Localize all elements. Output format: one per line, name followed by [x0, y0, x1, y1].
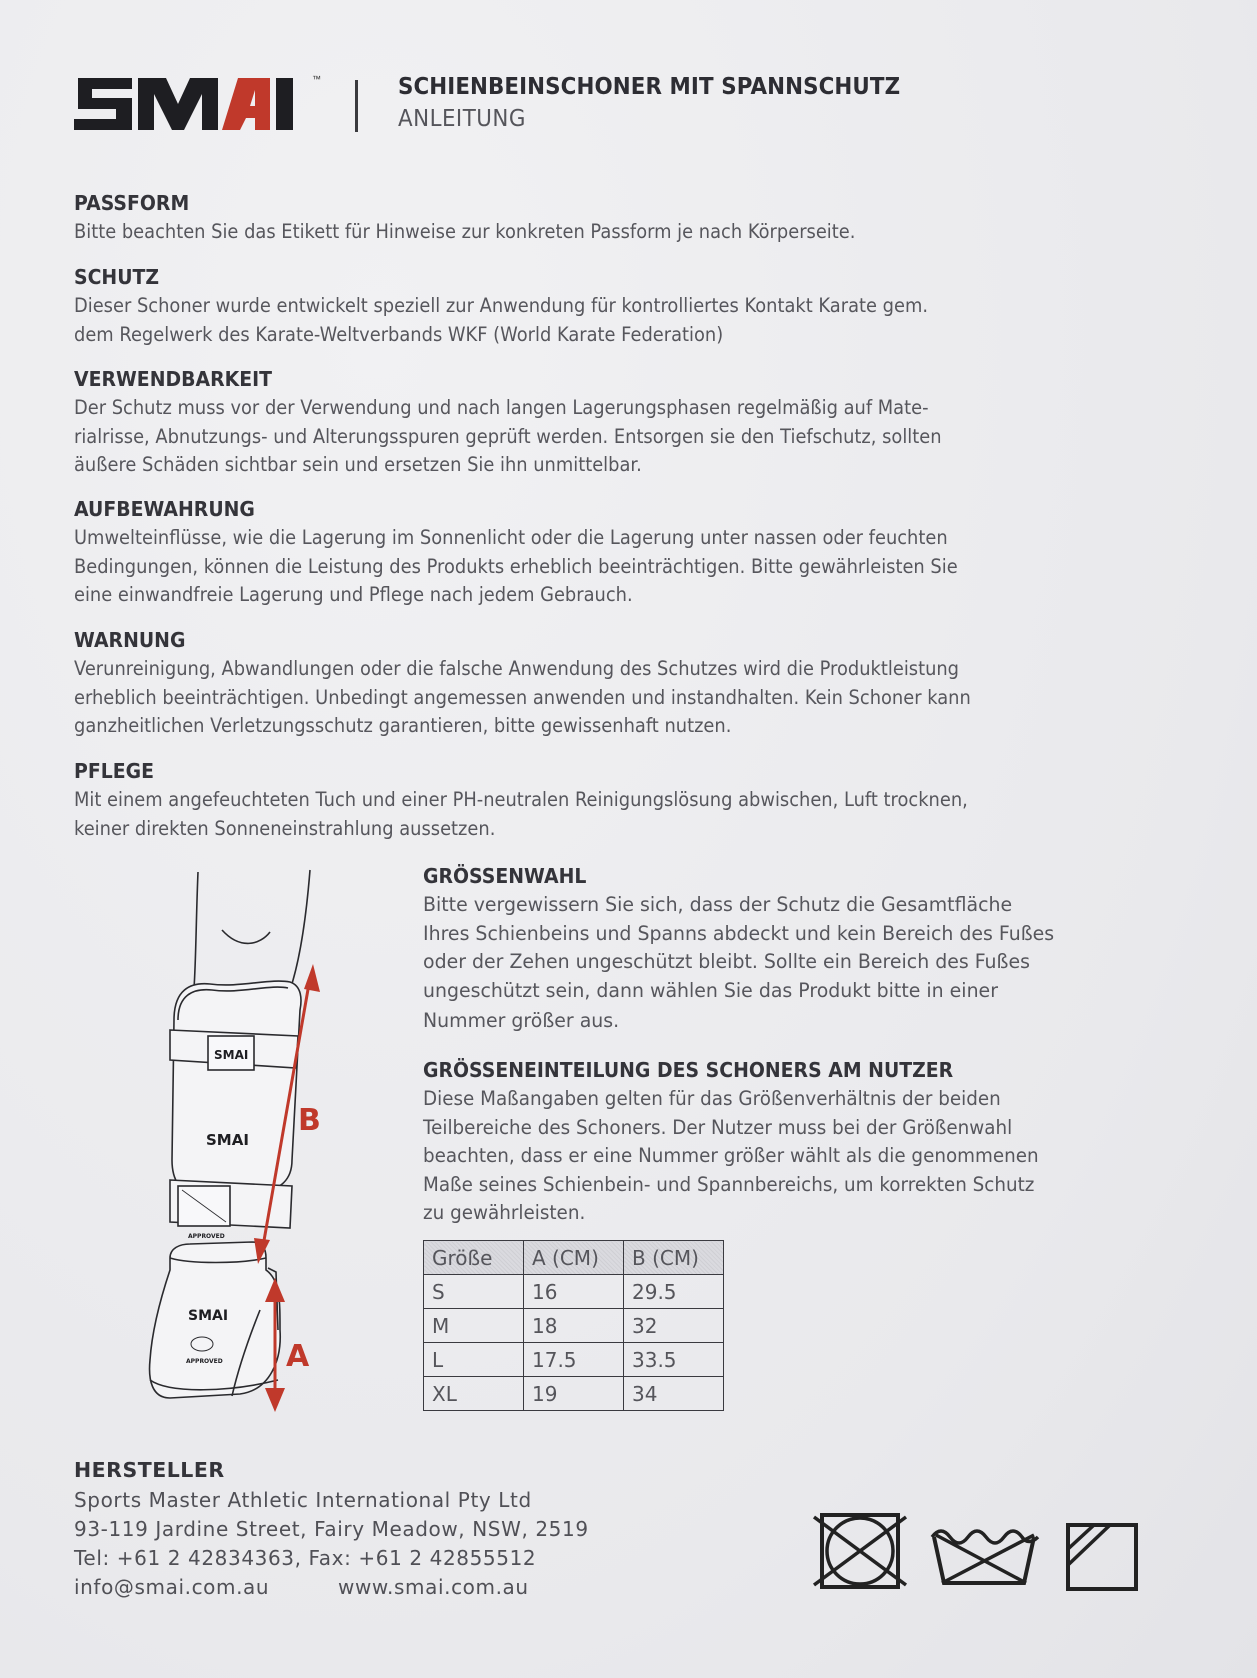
- text-line: äußere Schäden sichtbar sein und ersetzen Sie ihn unmittelbar.: [74, 453, 642, 477]
- shin-guard-illustration: [130, 860, 360, 1420]
- table-cell: L: [424, 1343, 524, 1377]
- table-cell: 33.5: [624, 1343, 724, 1377]
- text-line: dem Regelwerk des Karate-Weltverbands WKF (World Karate Federation): [74, 322, 724, 346]
- section-body-verwendbarkeit: [74, 394, 942, 480]
- email-link[interactable]: info@smai.com.au: [74, 1575, 270, 1599]
- column-header: A (CM): [524, 1241, 624, 1275]
- section-body-pflege: [74, 786, 968, 843]
- column-header: B (CM): [624, 1241, 724, 1275]
- table-row: [424, 1275, 724, 1309]
- text-line: eine einwandfreie Lagerung und Pflege nach jedem Gebrauch.: [74, 583, 633, 607]
- text-line: Ihres Schienbeins und Spanns abdeckt und kein Bereich des Fußes: [423, 921, 1055, 945]
- table-cell: 16: [524, 1275, 624, 1309]
- table-row: [424, 1377, 724, 1411]
- section-heading-verwendbarkeit: VERWENDBARKEIT: [74, 367, 273, 391]
- company-phone-fax: Tel: +61 2 42834363, Fax: +61 2 42855512: [74, 1546, 537, 1570]
- table-cell: M: [424, 1309, 524, 1343]
- size-table: [423, 1240, 724, 1411]
- text-line: oder der Zehen ungeschützt bleibt. Sollte ein Bereich des Fußes: [423, 950, 1030, 974]
- website-link[interactable]: www.smai.com.au: [338, 1575, 529, 1599]
- text-line: beachten, dass er eine Nummer größer wählt als die genommenen: [423, 1144, 1039, 1168]
- table-cell: S: [424, 1275, 524, 1309]
- smai-logo: [74, 78, 314, 130]
- text-line: Der Schutz muss vor der Verwendung und nach langen Lagerungsphasen regelmäßig auf Mate-: [74, 396, 929, 419]
- care-symbols: [812, 1505, 1142, 1595]
- table-cell: 19: [524, 1377, 624, 1411]
- text-line: Verunreinigung, Abwandlungen oder die falsche Anwendung des Schutzes wird die Produktleistung: [74, 657, 960, 680]
- section-heading-warnung: WARNUNG: [74, 628, 186, 652]
- section-heading-pflege: PFLEGE: [74, 759, 154, 783]
- dry-in-shade-icon: [1068, 1525, 1136, 1589]
- text-line: Bitte beachten Sie das Etikett für Hinweise zur konkreten Passform je nach Körperseite.: [74, 220, 856, 243]
- text-line: Umwelteinflüsse, wie die Lagerung im Sonnenlicht oder die Lagerung unter nassen oder feuchten: [74, 526, 948, 549]
- do-not-tumble-dry-icon: [814, 1515, 906, 1587]
- text-line: rialrisse, Abnutzungs- und Alterungsspuren geprüft werden. Entsorgen sie den Tiefschutz, sollten: [74, 424, 942, 448]
- do-not-wash-icon: [932, 1531, 1038, 1583]
- section-body-groesseneinteilung: [423, 1085, 1039, 1228]
- table-row: [424, 1343, 724, 1377]
- text-line: erheblich beeinträchtigen. Unbedingt angemessen anwenden und instandhalten. Kein Schoner kann: [74, 685, 971, 709]
- table-cell: 32: [624, 1309, 724, 1343]
- section-heading-schutz: SCHUTZ: [74, 265, 160, 289]
- table-cell: 17.5: [524, 1343, 624, 1377]
- section-heading-hersteller: HERSTELLER: [74, 1458, 225, 1482]
- text-line: Mit einem angefeuchteten Tuch und einer PH-neutralen Reinigungslösung abwischen, Luft trocknen,: [74, 788, 968, 811]
- approved-label-foot: APPROVED: [186, 1358, 223, 1365]
- table-cell: 18: [524, 1309, 624, 1343]
- text-line: Bitte vergewissern Sie sich, dass der Schutz die Gesamtfläche: [423, 893, 1013, 916]
- approved-label: APPROVED: [188, 1233, 225, 1240]
- column-header: Größe: [424, 1241, 524, 1275]
- text-line: Teilbereiche des Schoners. Der Nutzer muss bei der Größenwahl: [423, 1115, 1013, 1139]
- text-line: Dieser Schoner wurde entwickelt speziell zur Anwendung für kontrolliertes Kontakt Karate gem.: [74, 294, 929, 317]
- table-row: [424, 1309, 724, 1343]
- text-line: ungeschützt sein, dann wählen Sie das Produkt bitte in einer: [423, 978, 998, 1002]
- table-cell: XL: [424, 1377, 524, 1411]
- text-line: Diese Maßangaben gelten für das Größenverhältnis der beiden: [423, 1087, 1001, 1110]
- dimension-label-b: B: [298, 1103, 321, 1138]
- section-body-groessenwahl: [423, 891, 1054, 1036]
- text-line: Bedingungen, können die Leistung des Produkts erheblich beeinträchtigen. Bitte gewährleisten Sie: [74, 554, 958, 578]
- section-heading-groesseneinteilung: GRÖSSENEINTEILUNG DES SCHONERS AM NUTZER: [423, 1058, 954, 1082]
- manufacturer-info: [74, 1486, 589, 1602]
- guard-brand-label: SMAI: [206, 1131, 249, 1149]
- section-body-passform: [74, 218, 855, 247]
- section-heading-passform: PASSFORM: [74, 191, 190, 215]
- document-subtitle: ANLEITUNG: [398, 106, 526, 132]
- section-body-warnung: [74, 655, 971, 741]
- dimension-label-a: A: [286, 1339, 310, 1374]
- text-line: Maße seines Schienbein- und Spannbereichs, um korrekten Schutz: [423, 1172, 1035, 1196]
- trademark-symbol: ™: [312, 74, 321, 84]
- table-cell: 29.5: [624, 1275, 724, 1309]
- smai-logo-icon: [74, 78, 314, 130]
- strap-brand-label: SMAI: [214, 1048, 249, 1062]
- table-cell: 34: [624, 1377, 724, 1411]
- section-body-schutz: [74, 292, 928, 349]
- shin-guard-diagram-icon: [130, 860, 360, 1420]
- company-name: Sports Master Athletic International Pty Ltd: [74, 1488, 532, 1512]
- company-address: 93-119 Jardine Street, Fairy Meadow, NSW, 2519: [74, 1517, 589, 1541]
- section-heading-aufbewahrung: AUFBEWAHRUNG: [74, 497, 255, 521]
- header-divider: [355, 80, 358, 132]
- text-line: ganzheitlichen Verletzungsschutz garantieren, bitte gewissenhaft nutzen.: [74, 714, 732, 738]
- company-web-row: [74, 1573, 589, 1602]
- document-title: SCHIENBEINSCHONER MIT SPANNSCHUTZ: [398, 74, 901, 100]
- text-line: zu gewährleisten.: [423, 1201, 586, 1225]
- foot-brand-label: SMAI: [188, 1308, 229, 1324]
- section-body-aufbewahrung: [74, 524, 958, 610]
- table-header-row: [424, 1241, 724, 1275]
- section-heading-groessenwahl: GRÖSSENWAHL: [423, 864, 587, 888]
- care-symbols-icon: [812, 1505, 1142, 1595]
- text-line: Nummer größer aus.: [423, 1009, 620, 1033]
- text-line: keiner direkten Sonneneinstrahlung aussetzen.: [74, 816, 496, 840]
